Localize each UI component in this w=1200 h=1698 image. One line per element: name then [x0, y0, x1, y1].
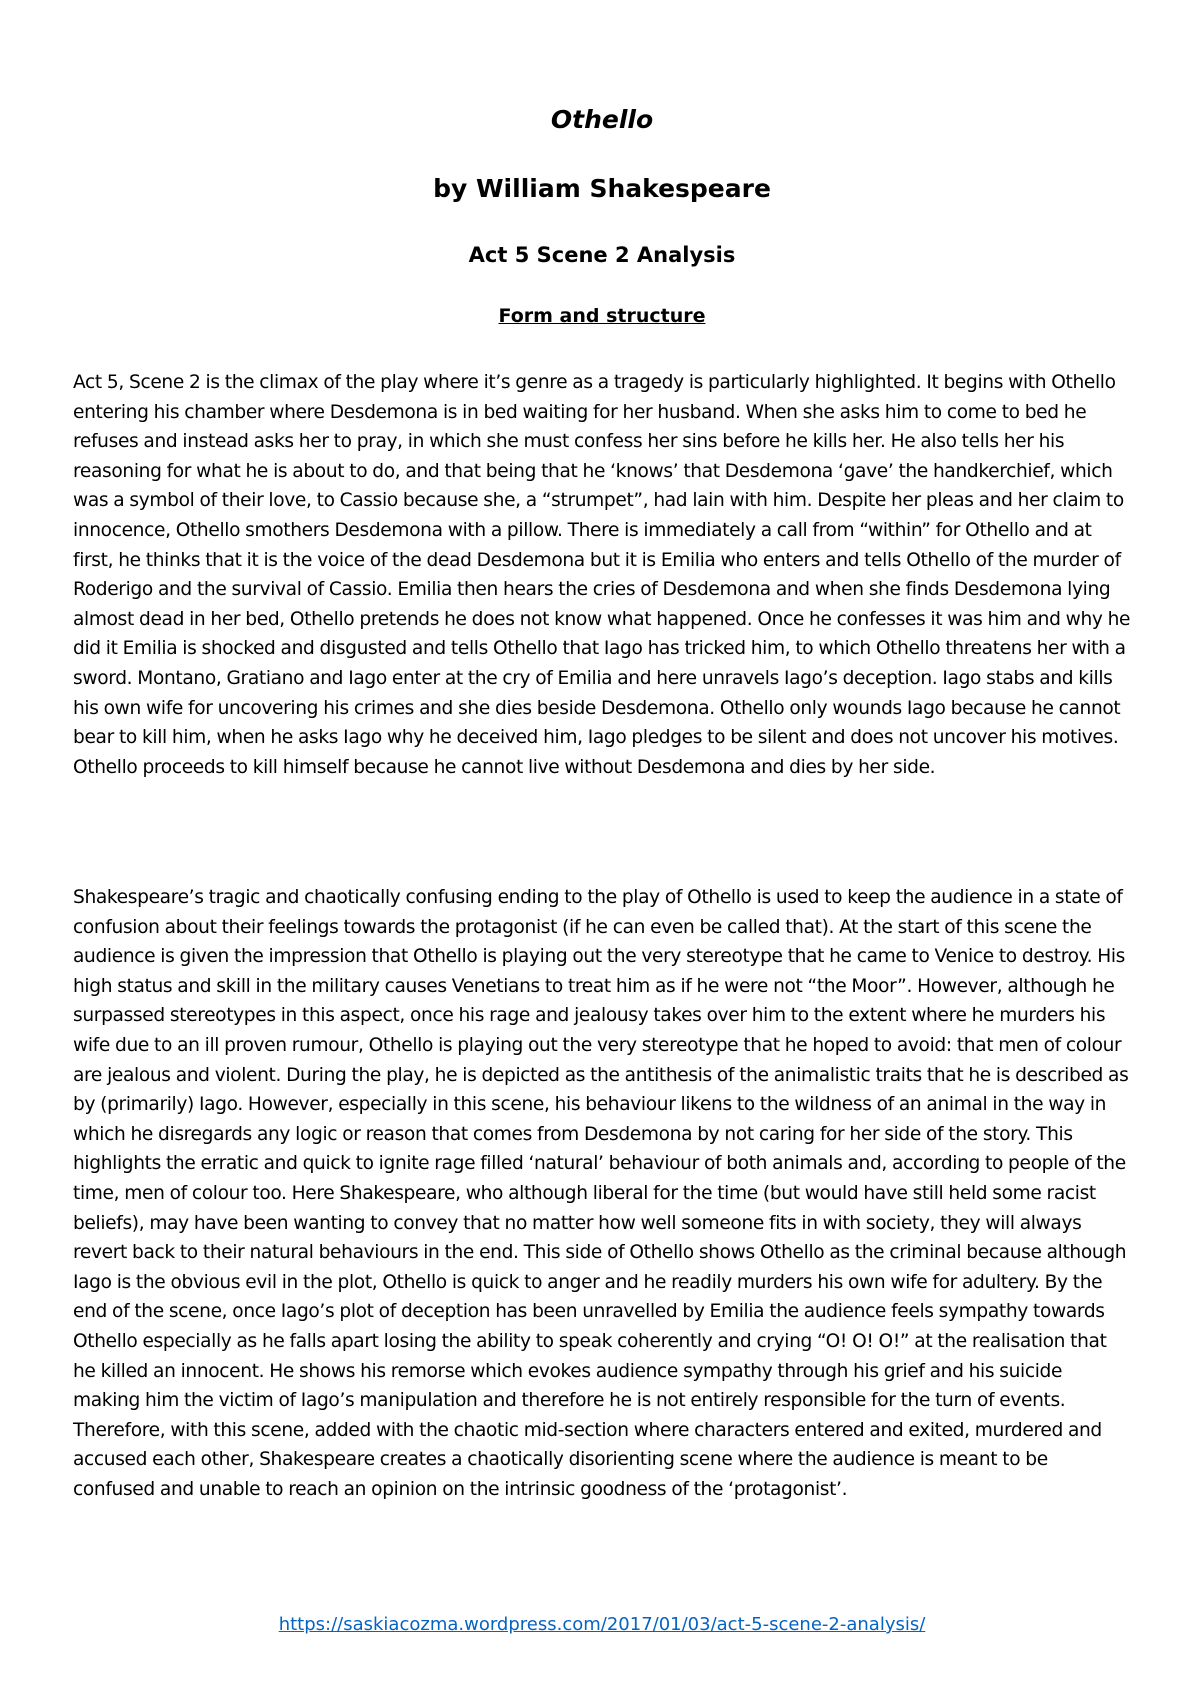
section-heading: Form and structure	[498, 305, 706, 327]
source-link[interactable]: https://saskiacozma.wordpress.com/2017/01/03/act-5-scene-2-analysis/	[278, 1614, 926, 1635]
document-author: by William Shakespeare	[433, 174, 771, 203]
body-paragraph-summary: Act 5, Scene 2 is the climax of the play where it’s genre as a tragedy is particularly highlighted. It begins with Othello entering his chamber where Desdemona is in bed waiting for her husband. When she asks him to come to bed he refuses and instead asks her to pray, in which she must confess her sins before he kills her. He also tells her his reasoning for what he is about to do, and that being that he ‘knows’ that Desdemona ‘gave’ the handkerchief, which was a symbol of their love, to Cassio because she, a “strumpet”, had lain with him. Despite her pleas and her claim to innocence, Othello smothers Desdemona with a pillow. There is immediately a call from “within” for Othello and at first, he thinks that it is the voice of the dead Desdemona but it is Emilia who enters and tells Othello of the murder of Roderigo and the survival of Cassio. Emilia then hears the cries of Desdemona and when she finds Desdemona lying almost dead in her bed, Othello pretends he does not know what happened. Once he confesses it was him and why he did it Emilia is shocked and disgusted and tells Othello that Iago has tricked him, to which Othello threatens her with a sword. Montano, Gratiano and Iago enter at the cry of Emilia and here unravels Iago’s deception. Iago stabs and kills his own wife for uncovering his crimes and she dies beside Desdemona. Othello only wounds Iago because he cannot bear to kill him, when he asks Iago why he deceived him, Iago pledges to be silent and does not uncover his motives. Othello proceeds to kill himself because he cannot live without Desdemona and dies by her side.	[73, 372, 1131, 778]
source-footer	[73, 1612, 1131, 1638]
document-page	[73, 0, 1131, 1698]
document-title: Othello	[550, 105, 654, 134]
document-subtitle: Act 5 Scene 2 Analysis	[468, 243, 736, 267]
body-paragraph-analysis: Shakespeare’s tragic and chaotically confusing ending to the play of Othello is used to keep the audience in a state of confusion about their feelings towards the protagonist (if he can even be called that). At the start of this scene the audience is given the impression that Othello is playing out the very stereotype that he came to Venice to destroy. His high status and skill in the military causes Venetians to treat him as if he were not “the Moor”. However, although he surpassed stereotypes in this aspect, once his rage and jealousy takes over him to the extent where he murders his wife due to an ill proven rumour, Othello is playing out the very stereotype that he hoped to avoid: that men of colour are jealous and violent. During the play, he is depicted as the antithesis of the animalistic traits that he is described as by (primarily) Iago. However, especially in this scene, his behaviour likens to the wildness of an animal in the way in which he disregards any logic or reason that comes from Desdemona by not caring for her side of the story. This highlights the erratic and quick to ignite rage filled ‘natural’ behaviour of both animals and, according to people of the time, men of colour too. Here Shakespeare, who although liberal for the time (but would have still held some racist beliefs), may have been wanting to convey that no matter how well someone fits in with society, they will always revert back to their natural behaviours in the end. This side of Othello shows Othello as the criminal because although Iago is the obvious evil in the plot, Othello is quick to anger and he readily murders his own wife for adultery. By the end of the scene, once Iago’s plot of deception has been unravelled by Emilia the audience feels sympathy towards Othello especially as he falls apart losing the ability to speak coherently and crying “O! O! O!” at the realisation that he killed an innocent. He shows his remorse which evokes audience sympathy through his grief and his suicide making him the victim of Iago’s manipulation and therefore he is not entirely responsible for the turn of events. Therefore, with this scene, added with the chaotic mid-section where characters entered and exited, murdered and accused each other, Shakespeare creates a chaotically disorienting scene where the audience is meant to be confused and unable to reach an opinion on the intrinsic goodness of the ‘protagonist’.	[73, 887, 1129, 1500]
